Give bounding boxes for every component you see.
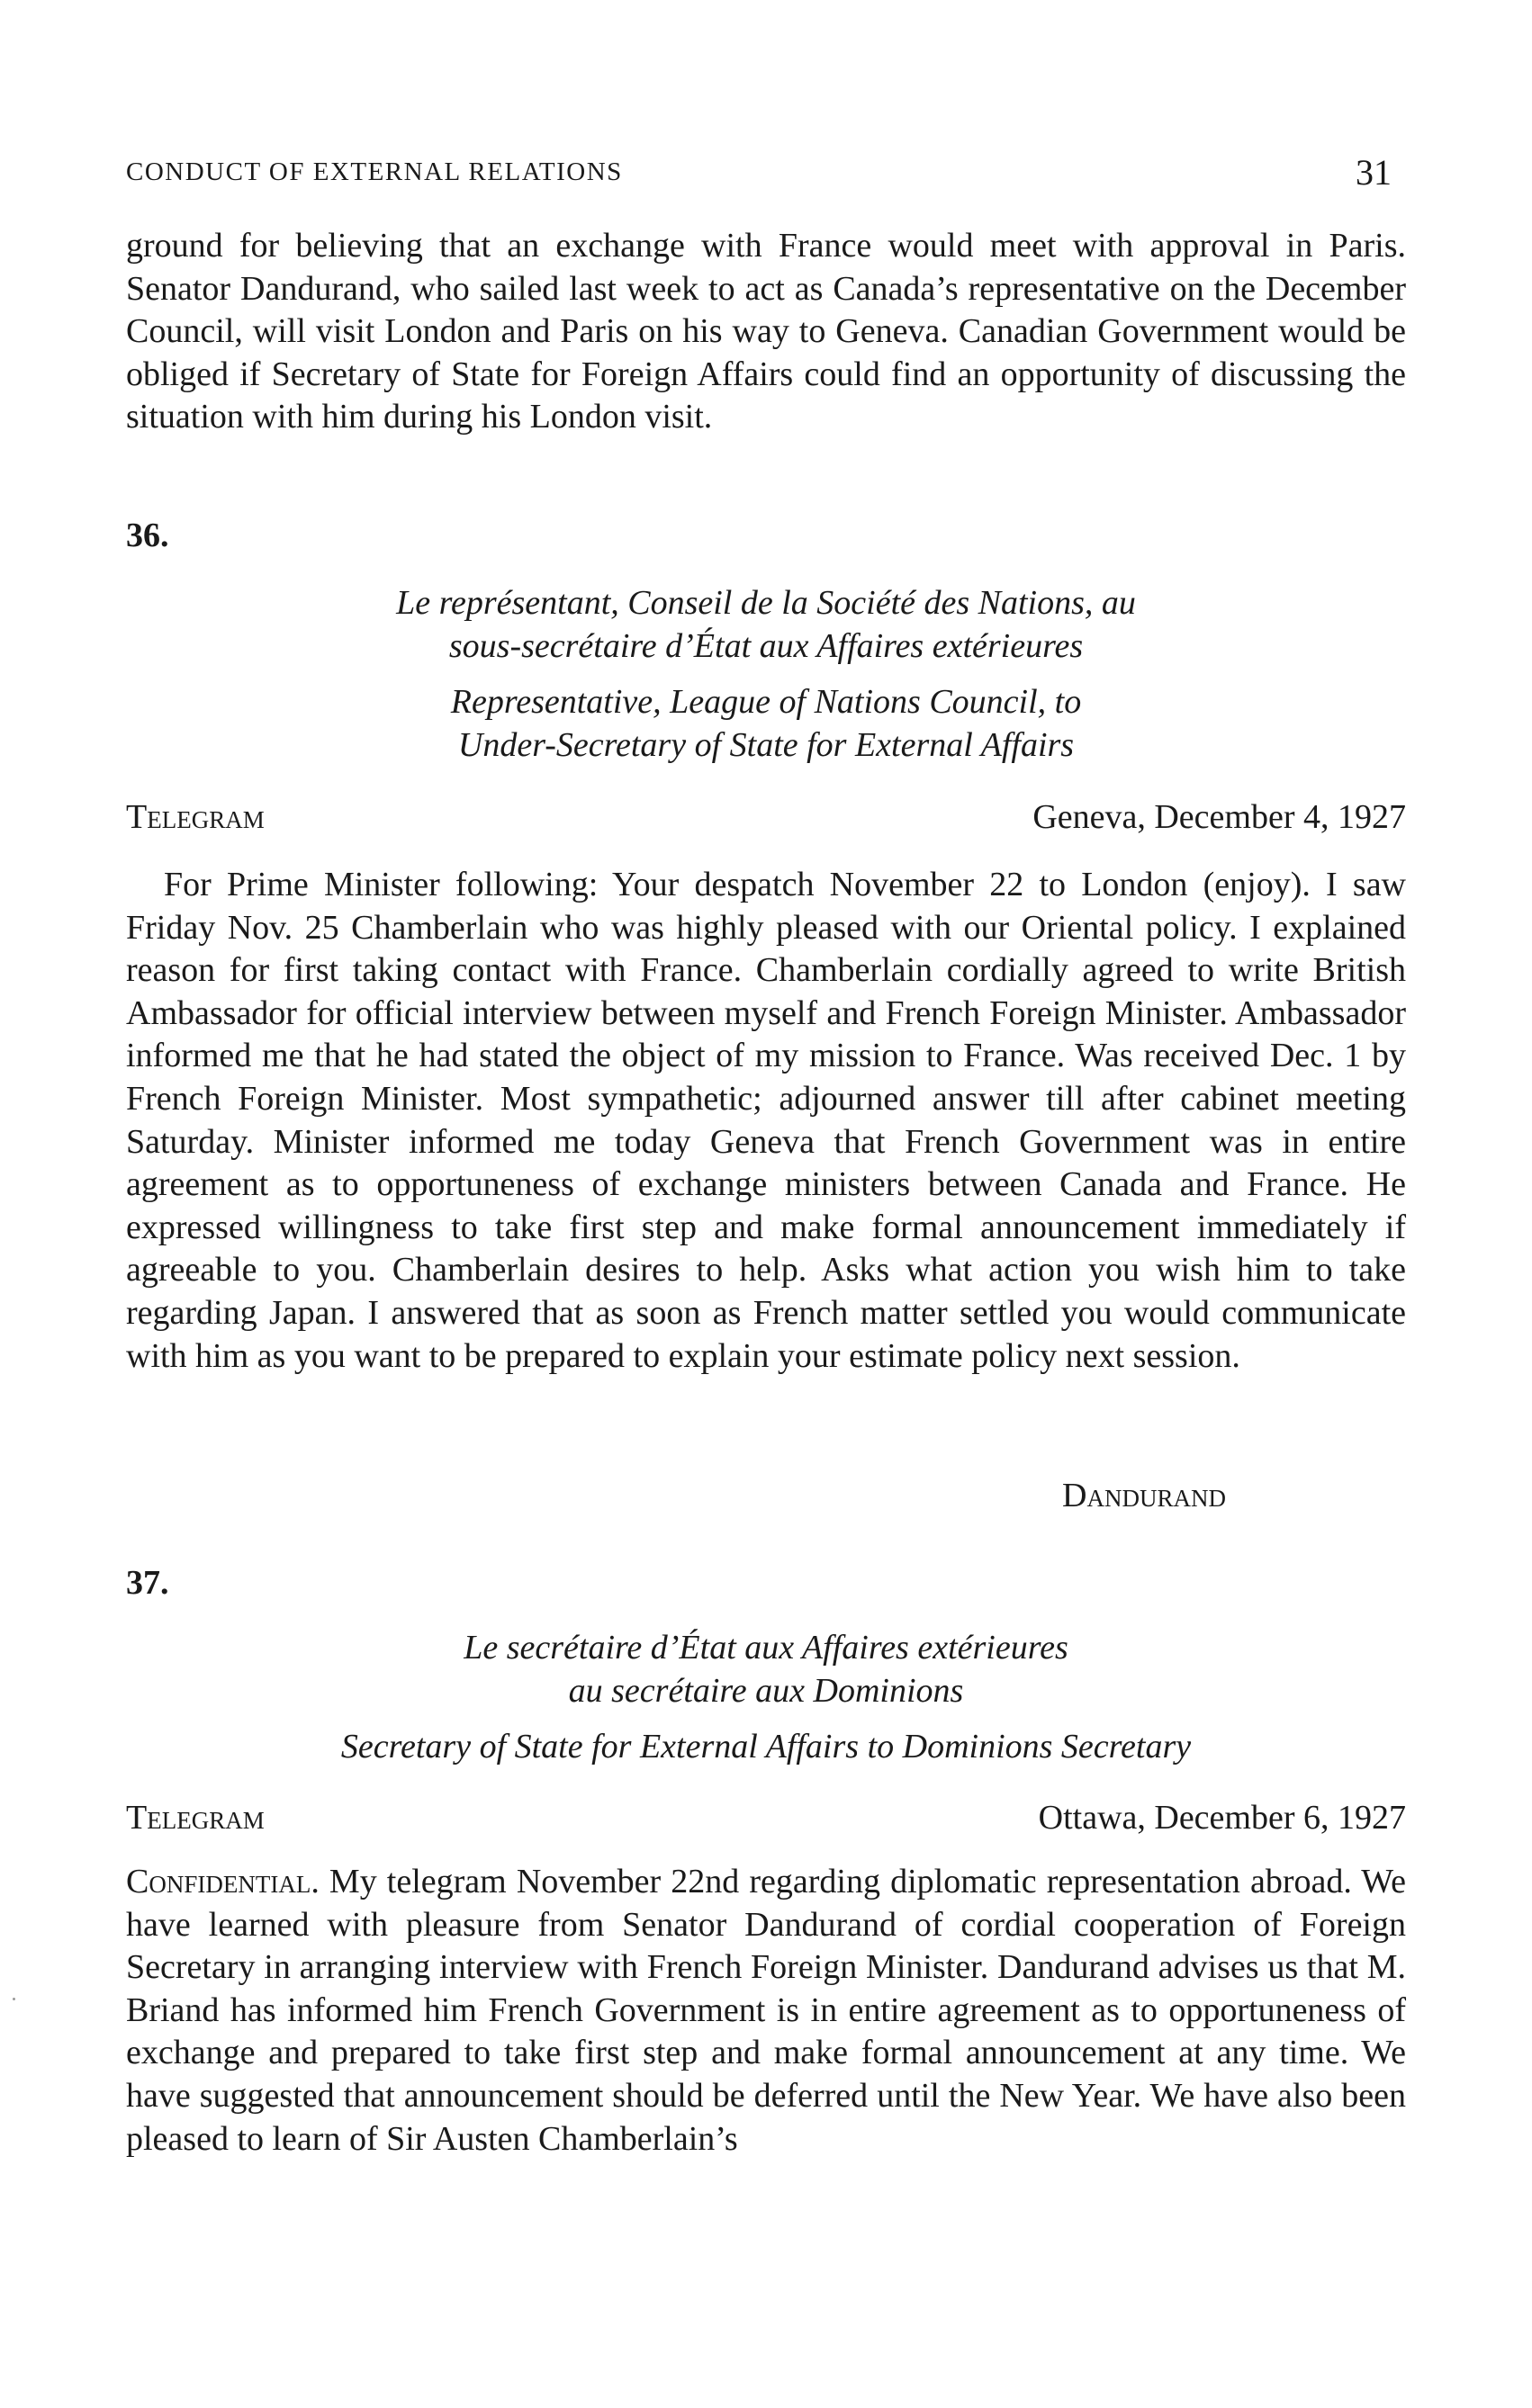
doc36-telegram-label: Telegram [126, 798, 265, 836]
doc36-heading-fr-line2: sous-secrétaire d’État aux Affaires extérieures [448, 627, 1084, 665]
document-number-37: 37. [126, 1564, 169, 1602]
doc36-body: For Prime Minister following: Your despatch November 22 to London (enjoy). I saw Friday Nov. 25 Chamberlain who was highly pleased with our Oriental policy. I explained reason for first taking contact with France. Chamberlain cordially agreed to write British Ambassador for official interview between myself and French Foreign Minister. Ambassador informed me that he had stated the object of my mission to France. Was received Dec. 1 by French Foreign Minister. Most sympathetic; adjourned answer till after cabinet meeting Saturday. Minister informed me today Geneva that French Government was in entire agreement as to opportuneness of exchange ministers between Canada and France. He expressed willingness to take first step and make formal announcement immediately if agreeable to you. Chamberlain desires to help. Asks what action you wish him to take regarding Japan. I answered that as soon as French matter settled you would communicate with him as you want to be prepared to explain your estimate policy next session. [126, 866, 1406, 1375]
margin-speck [13, 1998, 15, 2000]
doc37-body [126, 1861, 1406, 2161]
running-head: CONDUCT OF EXTERNAL RELATIONS [126, 157, 623, 186]
document-number-36: 36. [126, 517, 169, 554]
doc36-place-date: Geneva, December 4, 1927 [1032, 798, 1406, 836]
doc36-heading-fr-line1: Le représentant, Conseil de la Société des Nations, au [396, 584, 1136, 622]
doc37-classification: Confidential. [126, 1863, 320, 1900]
doc36-signature: Dandurand [1062, 1477, 1226, 1514]
doc36-heading-en-line2: Under-Secretary of State for External Affairs [457, 726, 1075, 764]
doc37-body-text: My telegram November 22nd regarding diplomatic representation abroad. We have learned with pleasure from Senator Dandurand of cordial cooperation of Foreign Secretary in arranging interview with French Foreign Minister. Dandurand advises us that M. Briand has informed him French Government is in entire agreement as to opportuneness of exchange and prepared to take first step and make formal announcement at any time. We have suggested that announcement should be deferred until the New Year. We have also been pleased to learn of Sir Austen Chamberlain’s [126, 1863, 1406, 2158]
doc36-heading-en-line1: Representative, League of Nations Council, to [450, 683, 1082, 721]
doc37-telegram-label: Telegram [126, 1799, 265, 1837]
doc37-heading-en-line1: Secretary of State for External Affairs to Dominions Secretary [340, 1728, 1192, 1766]
page-number: 31 [1356, 152, 1392, 193]
doc37-heading-fr-line1: Le secrétaire d’État aux Affaires extérieures [464, 1629, 1068, 1667]
continuation-paragraph: ground for believing that an exchange with France would meet with approval in Paris. Senator Dandurand, who sailed last week to act as Canada’s representative on the December Council, will visit London and Paris on his way to Geneva. Canadian Government would be obliged if Secretary of State for Foreign Affairs could find an opportunity of discussing the situation with him during his London visit. [126, 227, 1406, 436]
doc37-heading-fr-line2: au secrétaire aux Dominions [568, 1672, 964, 1710]
doc37-place-date: Ottawa, December 6, 1927 [1038, 1799, 1406, 1837]
